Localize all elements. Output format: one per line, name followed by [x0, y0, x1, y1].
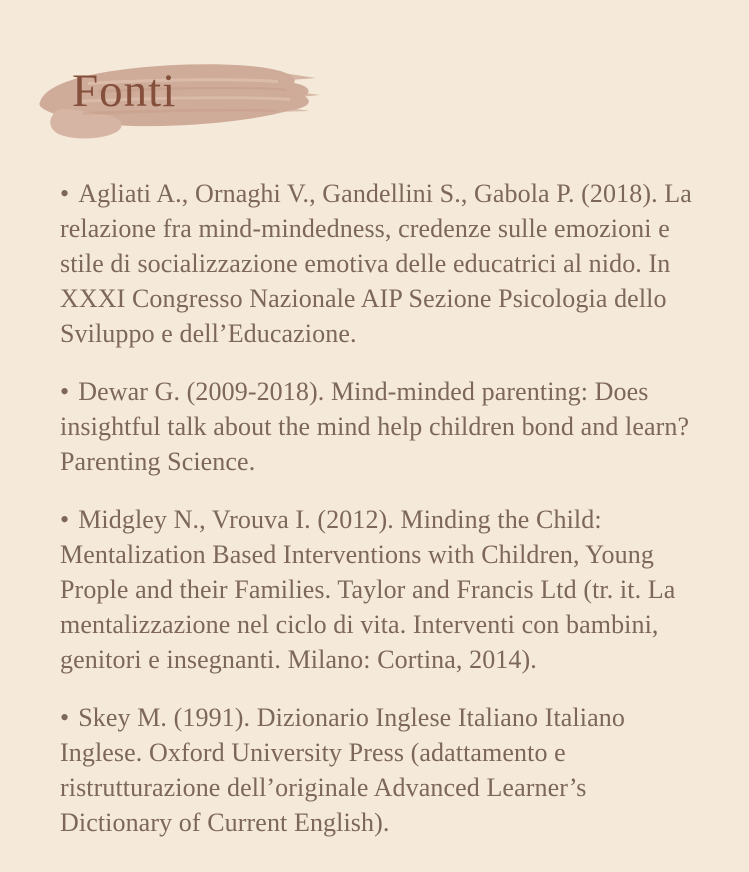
title-block [28, 52, 323, 147]
bullet-icon: • [60, 377, 70, 406]
reference-item [60, 700, 693, 840]
reference-item [60, 374, 693, 479]
reference-item [60, 176, 693, 351]
bullet-icon: • [60, 505, 70, 534]
reference-text: Skey M. (1991). Dizionario Inglese Italiano Italiano Inglese. Oxford University Press (adattamento e ristrutturazione dell’originale Advanced Learner’s Dictionary of Current English). [60, 703, 625, 837]
reference-text: Midgley N., Vrouva I. (2012). Minding the Child: Mentalization Based Interventions with Children, Young Prople and their Families. Taylor and Francis Ltd (tr. it. La mentalizzazione nel ciclo di vita. Interventi con bambini, genitori e insegnanti. Milano: Cortina, 2014). [60, 505, 676, 674]
page-title: Fonti [72, 65, 177, 117]
reference-item [60, 502, 693, 677]
bullet-icon: • [60, 703, 70, 732]
reference-list [60, 176, 693, 863]
reference-text: Agliati A., Ornaghi V., Gandellini S., Gabola P. (2018). La relazione fra mind-mindedness, credenze sulle emozioni e stile di socializzazione emotiva delle educatrici al nido. In XXXI Congresso Nazionale AIP Sezione Psicologia dello Sviluppo e dell’Educazione. [60, 179, 692, 348]
reference-text: Dewar G. (2009-2018). Mind-minded parenting: Does insightful talk about the mind help children bond and learn? Parenting Science. [60, 377, 690, 476]
bullet-icon: • [60, 179, 70, 208]
